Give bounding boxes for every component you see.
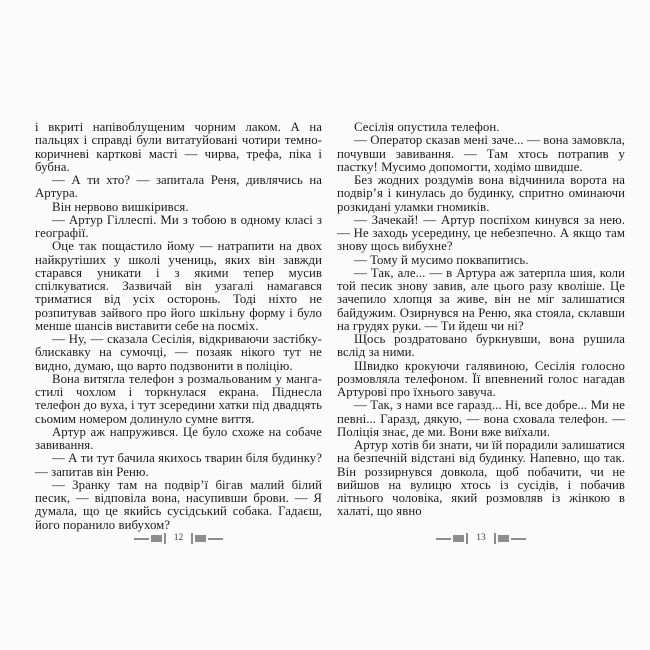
ornament-line xyxy=(134,538,149,540)
paragraph: Артур хотів би знати, чи їй порадили залишатися на безпечній відстані від будинку. Напевно, що так. Він роззирнувся довкола, щоб побачити, чи не вийшов на вулицю хтось із сусідів, і побачив літнього чоловіка, який розмовляв із жінкою в халаті, що явно xyxy=(337,438,625,519)
paragraph: — Ну, — сказала Сесілія, відкриваючи застібку-блискавку на сумочці, — позаяк нікого тут не видно, думаю, що варто подзвонити в поліцію. xyxy=(35,332,322,373)
ornament-bar xyxy=(191,533,193,544)
ornament-line xyxy=(436,538,451,540)
paragraph: — Тому й мусимо поквапитись. xyxy=(354,252,529,267)
paragraph: — Так, але... — в Артура аж затерпла шия, коли той песик знову завив, але цього разу кволіше. Це зачепило хлопця за живе, він не міг залишатися байдужим. Озирнувся на Реню, яка стояла, склавши на грудях руки. — Ти йдеш чи ні? xyxy=(337,265,625,333)
paragraph: Без жодних роздумів вона відчинила ворота на подвір’я і кинулась до будинку, спритно оминаючи розкидані уламки гномиків. xyxy=(337,173,625,214)
ornament-rect xyxy=(498,535,509,542)
ornament-rect xyxy=(453,535,464,542)
page-right-footer xyxy=(337,533,625,544)
paragraph: Швидко крокуючи галявиною, Сесілія голосно розмовляла телефоном. Її впевнений голос нагадав Артурові про їхнього завуча. xyxy=(337,358,625,399)
paragraph: і вкриті напівоблущеним чорним лаком. А на пальцях і справді були витатуйовані чотири темно-коричневі карткові масті — чирва, трефа, піка і бубна. xyxy=(35,120,322,174)
page-left-text xyxy=(35,121,322,532)
paragraph: Сесілія опустила телефон. xyxy=(354,120,500,134)
page-ornament-left-icon xyxy=(134,533,166,544)
page-left-footer xyxy=(35,533,322,544)
ornament-rect xyxy=(151,535,162,542)
paragraph: — А ти тут бачила якихось тварин біля будинку? — запитав він Реню. xyxy=(35,451,322,479)
page-ornament-left-icon xyxy=(436,533,468,544)
paragraph: — Зачекай! — Артур поспіхом кинувся за нею. — Не заходь усередину, це небезпечно. А якщо там знову щось вибухне? xyxy=(337,212,625,254)
ornament-bar xyxy=(494,533,496,544)
paragraph: Щось роздратовано буркнувши, вона рушила вслід за ними. xyxy=(337,332,625,360)
paragraph: Він нервово вишкірився. xyxy=(52,199,189,214)
paragraph: — Оператор сказав мені заче... — вона замовкла, почувши завивання. — Там хтось потрапив у пастку! Мусимо допомогти, ходімо швидше. xyxy=(337,133,625,174)
paragraph: — Так, з нами все гаразд... Ні, все добре... Ми не певні... Гаразд, дякую, — вона сховала телефон. — Поліція знає, де ми. Вони вже виїхали. xyxy=(337,398,625,439)
paragraph: Артур аж напружився. Це було схоже на собаче завивання. xyxy=(35,424,322,452)
paragraph: Вона витягла телефон з розмальованим у манга-стилі чохлом і торкнулася екрана. Піднесла телефон до вуха, і тут зсередини хатки під двадцять сьомим номером долинуло сумне виття. xyxy=(35,371,322,426)
page-number-right: 13 xyxy=(476,532,486,543)
paragraph: — Зранку там на подвір’ї бігав малий білий песик, — відповіла вона, насупивши брови. — Я думала, що це якийсь сусідський собака. Гадаєш, його поранило вибухом? xyxy=(35,477,322,532)
ornament-rect xyxy=(195,535,206,542)
page-ornament-right-icon xyxy=(494,533,526,544)
paragraph: — А ти хто? — запитала Реня, дивлячись на Артура. xyxy=(35,173,322,201)
page-right-text xyxy=(337,121,625,519)
ornament-bar xyxy=(164,533,166,544)
ornament-line xyxy=(511,538,526,540)
paragraph: Оце так пощастило йому — натрапити на двох найкрутіших у школі учениць, яких він завжди старався уникати і з якими тепер мусив спілкуватися. Зазвичай він узагалі намагався триматися від усіх осторонь. Тоді ніхто не розпитував зайвого про його шкільну форму і було менше шансів виставити себе на посміх. xyxy=(35,239,322,333)
paragraph: — Артур Гіллеспі. Ми з тобою в одному класі з географії. xyxy=(35,212,322,240)
page-number-left: 12 xyxy=(173,532,184,543)
page-ornament-right-icon xyxy=(191,533,223,544)
ornament-line xyxy=(208,538,223,540)
ornament-bar xyxy=(466,533,468,544)
